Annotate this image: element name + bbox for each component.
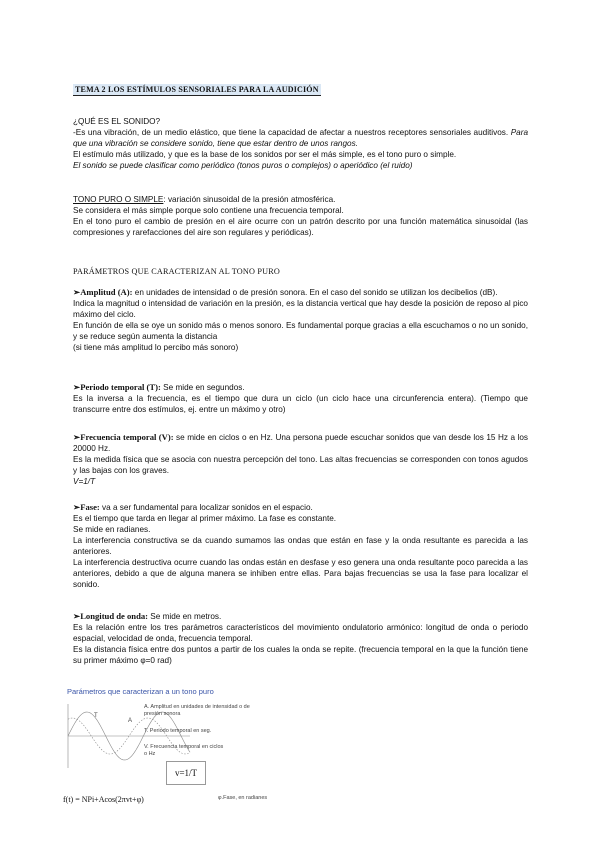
axis-a-label: A (128, 718, 133, 724)
amplitude-line: En función de ella se oye un sonido más o menos sonoro. Es fundamental porque gracias a ella escuchamos o no un sonido, y se reduce según aumenta la distancia (73, 321, 528, 341)
params-heading: PARÁMETROS QUE CARACTERIZAN AL TONO PURO (73, 267, 281, 276)
figure-label-amplitude: A. Amplitud en unidades de intensidad o de presión sonora (144, 704, 250, 717)
frequency-line: Es la medida física que se asocia con nuestra percepción del tono. Las altas frecuencias se corresponden con tonos agudos y las bajas con los graves. (73, 455, 528, 475)
wavelength-line: Es la distancia física entre dos puntos a partir de los cuales la onda se repite. (frecuencia temporal en la que la función tiene su primer máximo φ=0 rad) (73, 645, 528, 665)
phase-line: La interferencia destructiva ocurre cuando las ondas están en desfase y eso genera una onda resultante poco parecida a las anteriores, debido a que de alguna manera se inhiben entre ellas. Para bajas frecuencias se usa la fase para localizar el sonido. (73, 558, 528, 589)
figure-label-period: T. Periodo temporal en seg. (144, 728, 212, 734)
pure-tone-heading: TONO PURO O SIMPLE: variación sinusoidal de la presión atmosférica. (73, 195, 336, 204)
period-section (73, 382, 528, 415)
wavelength-section (73, 611, 528, 666)
sound-classification: El sonido se puede clasificar como periódico (tonos puros o complejos) o aperiódico (el ruido) (73, 161, 413, 170)
pure-tone-line: En el tono puro el cambio de presión en el aire ocurre con un patrón descrito por una función matemática sinusoidal (las compresiones y rarefacciones del aire son regulares y periódicas). (73, 217, 528, 237)
phase-line: La interferencia constructiva se da cuando sumamos las ondas que están en fase y la onda resultante es parecida a las anteriores. (73, 536, 528, 556)
phase-section (73, 502, 528, 590)
tone-formula: f(t) = NPi+Acos(2πvt+φ) (63, 795, 144, 804)
pure-tone-line: Se considera el más simple porque solo contiene una frecuencia temporal. (73, 206, 344, 215)
amplitude-line: ➢Amplitud (A): en unidades de intensidad o de presión sonora. En el caso del sonido se utilizan los decibelios (dB). (73, 287, 498, 297)
document-title: TEMA 2 LOS ESTÍMULOS SENSORIALES PARA LA AUDICIÓN (75, 85, 319, 94)
phase-line: ➢Fase: va a ser fundamental para localizar sonidos en el espacio. (73, 502, 313, 512)
axis-t-label: T (94, 713, 98, 719)
sound-question: ¿QUÉ ES EL SONIDO? (73, 117, 161, 126)
frequency-formula-box: v=1/T (166, 761, 206, 785)
phase-line: Se mide en radianes. (73, 525, 151, 534)
figure-title: Parámetros que caracterizan a un tono puro (67, 687, 214, 696)
sound-stimulus: El estímulo más utilizado, y que es la base de los sonidos por ser el más simple, es el tono puro o simple. (73, 150, 457, 159)
phase-caption: φ.Fase, en radianes (218, 795, 268, 801)
amplitude-section (73, 287, 528, 353)
params-heading-block (73, 266, 528, 277)
period-line: ➢Periodo temporal (T): Se mide en segundos. (73, 382, 245, 392)
wavelength-line: ➢Longitud de onda: Se mide en metros. (73, 611, 222, 621)
amplitude-line: Indica la magnitud o intensidad de variación en la presión, es la distancia vertical que hay desde la posición de reposo al pico máximo del ciclo. (73, 299, 528, 319)
phase-line: Es el tiempo que tarda en llegar al primer máximo. La fase es constante. (73, 514, 337, 523)
period-line: Es la inversa a la frecuencia, es el tiempo que dura un ciclo (un ciclo hace una circunferencia entera). (Tiempo que transcurre entre dos estímulos, ej. entre un máximo y otro) (73, 394, 528, 414)
wavelength-line: Es la relación entre los tres parámetros característicos del movimiento ondulatorio armónico: longitud de onda o periodo espacial, velocidad de onda, frecuencia temporal. (73, 623, 528, 643)
amplitude-line: (si tiene más amplitud lo percibo más sonoro) (73, 343, 239, 352)
frequency-section (73, 432, 528, 487)
sound-section (73, 116, 528, 171)
pure-tone-section (73, 194, 528, 238)
sound-definition: -Es una vibración, de un medio elástico, que tiene la capacidad de afectar a nuestros receptores sensoriales auditivos. Para que una vibración se considere sonido, tiene que estar dentro de unos rangos. (73, 128, 528, 148)
figure-label-frequency: V. Frecuencia temporal en ciclos o Hz (144, 744, 224, 757)
frequency-line: ➢Frecuencia temporal (V): se mide en ciclos o en Hz. Una persona puede escuchar sonidos que van desde los 15 Hz a los 20000 Hz. (73, 432, 529, 453)
frequency-formula: V=1/T (73, 477, 96, 486)
